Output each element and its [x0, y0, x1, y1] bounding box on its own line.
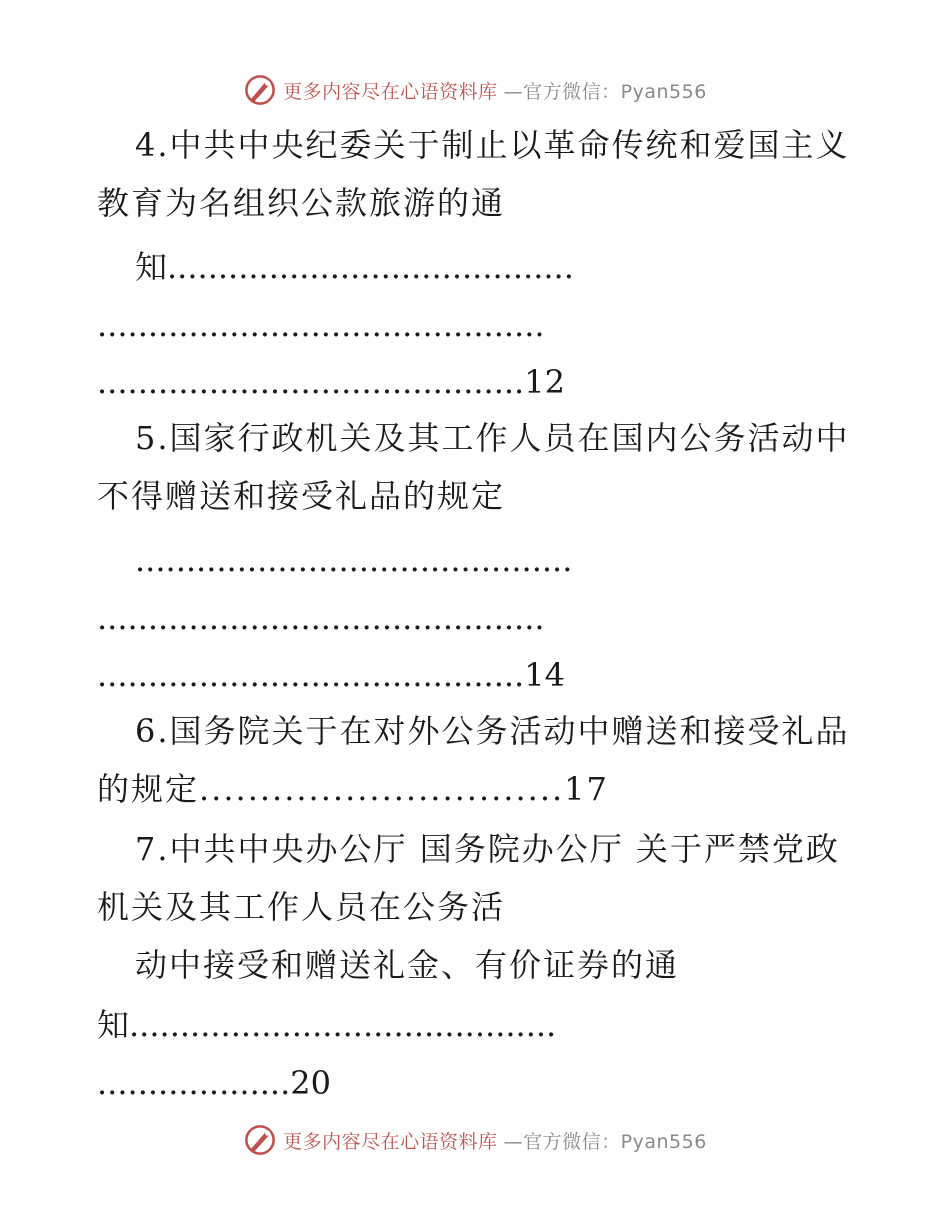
- toc-entry-5-page: ..........................................14: [97, 656, 565, 694]
- toc-entry-7-line-4: 知..........................................: [97, 1006, 557, 1044]
- toc-entry-7-line-2: 机关及其工作人员在公务活: [97, 888, 506, 926]
- toc-entry-5-line-2: 不得赠送和接受礼品的规定: [97, 477, 506, 515]
- toc-entry-7-line-3: 动中接受和赠送礼金、有价证券的通: [135, 946, 680, 984]
- watermark-text-red: 更多内容尽在心语资料库: [283, 80, 498, 103]
- toc-entry-6-line-1: 6.国务院关于在对外公务活动中赠送和接受礼品: [135, 712, 850, 750]
- toc-entry-4-leader-dots: ............................................: [97, 306, 545, 344]
- toc-entry-5-leader-dots-2: ............................................: [97, 599, 545, 637]
- footer-watermark: [0, 1120, 950, 1160]
- toc-entry-7-page: ...................20: [97, 1064, 331, 1102]
- toc-entry-4-page: ..........................................12: [97, 363, 565, 401]
- toc-entry-4-line-3: 知........................................: [135, 248, 574, 286]
- toc-entry-4-line-1: 4.中共中央纪委关于制止以革命传统和爱国主义: [135, 126, 850, 164]
- pen-logo-icon: [243, 1123, 277, 1157]
- watermark-text-gray: —官方微信：Pyan556: [503, 1130, 707, 1153]
- toc-entry-4-line-2: 教育为名组织公款旅游的通: [97, 184, 506, 222]
- toc-entry-6-page: 的规定..............................17: [97, 770, 609, 808]
- watermark-brand: [243, 73, 707, 107]
- header-watermark: [0, 70, 950, 110]
- toc-entry-5-leader-dots-1: ...........................................: [135, 541, 573, 579]
- toc-entry-5-line-1: 5.国家行政机关及其工作人员在国内公务活动中: [135, 419, 850, 457]
- toc-entry-7-line-1: 7.中共中央办公厅 国务院办公厅 关于严禁党政: [135, 830, 840, 868]
- watermark-text-red: 更多内容尽在心语资料库: [283, 1130, 498, 1153]
- pen-logo-icon: [243, 73, 277, 107]
- watermark-brand: [243, 1123, 707, 1157]
- watermark-text-gray: —官方微信：Pyan556: [503, 80, 707, 103]
